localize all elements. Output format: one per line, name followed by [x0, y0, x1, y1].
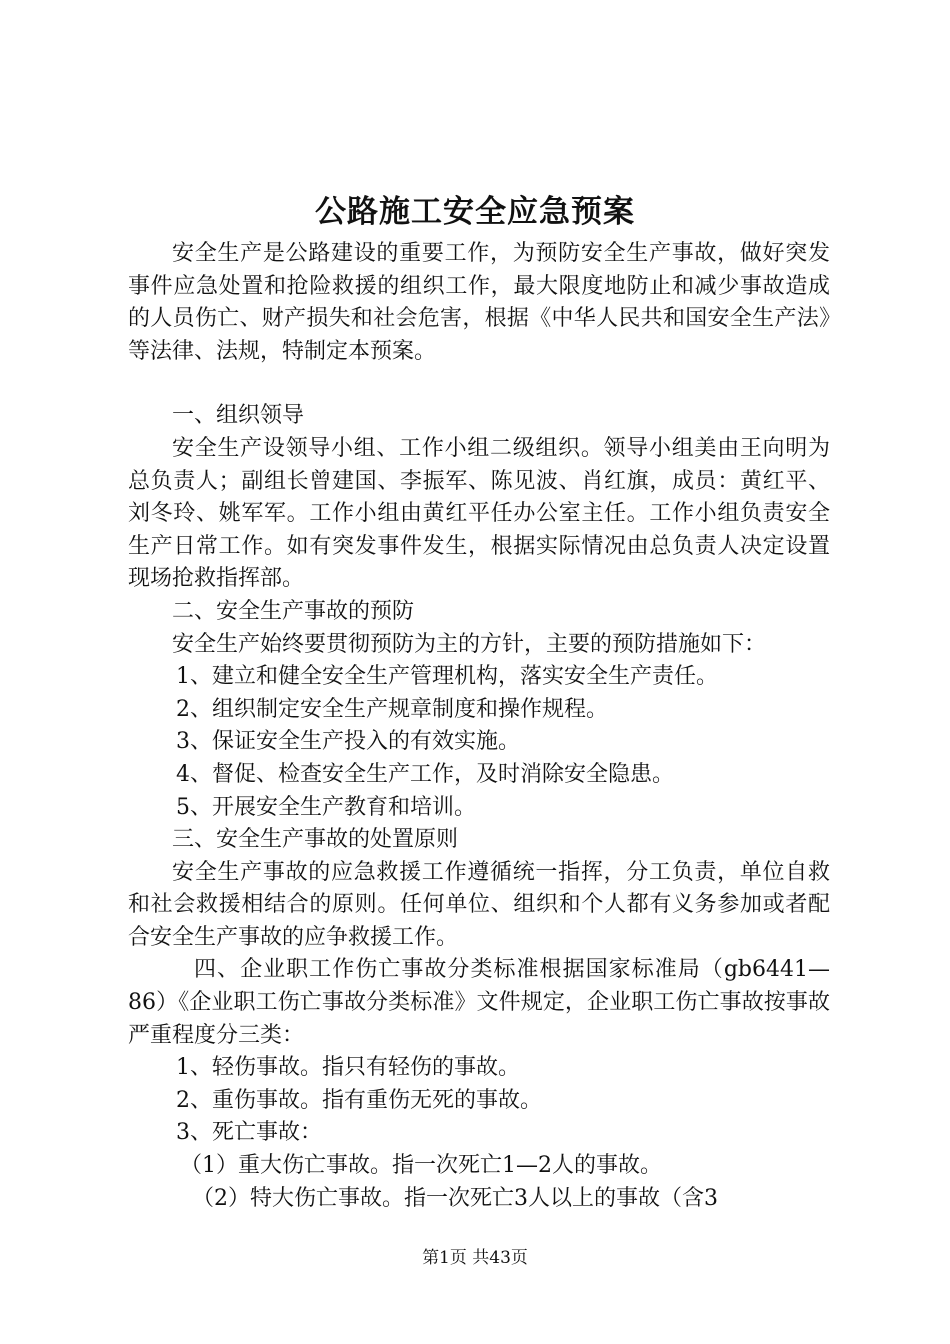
sub-list-item: （2）特大伤亡事故。指一次死亡3人以上的事故（含3 [192, 1185, 718, 1211]
section3-paragraph: 安全生产事故的应急救援工作遵循统一指挥，分工负责，单位自救和社会救援相结合的原则。任何单位、组织和个人都有义务参加或者配合安全生产事故的应争救援工作。 [128, 859, 830, 950]
list-item: 4、督促、检查安全生产工作，及时消除安全隐患。 [176, 761, 674, 787]
intro-paragraph: 安全生产是公路建设的重要工作，为预防安全生产事故，做好突发事件应急处置和抢险救援的组织工作，最大限度地防止和减少事故造成的人员伤亡、财产损失和社会危害，根据《中华人民共和国安全生产法》等法律、法规，特制定本预案。 [128, 241, 830, 364]
section2-paragraph: 安全生产始终要贯彻预防为主的方针，主要的预防措施如下： [172, 631, 767, 657]
page-footer: 第1页 共43页 [422, 1248, 528, 1268]
section1-heading: 一、组织领导 [172, 403, 305, 429]
list-item: 2、重伤事故。指有重伤无死的事故。 [176, 1087, 542, 1113]
paragraph-spacer [128, 368, 830, 400]
list-item: 3、死亡事故： [176, 1120, 322, 1146]
section3-heading: 三、安全生产事故的处置原则 [172, 827, 459, 853]
sub-list-item: （1）重大伤亡事故。指一次死亡1—2人的事故。 [180, 1153, 662, 1179]
list-item: 2、组织制定安全生产规章制度和操作规程。 [176, 696, 608, 722]
list-item: 1、建立和健全安全生产管理机构，落实安全生产责任。 [176, 664, 718, 690]
list-item: 1、轻伤事故。指只有轻伤的事故。 [176, 1055, 520, 1081]
document-title: 公路施工安全应急预案 [315, 194, 635, 230]
list-item: 5、开展安全生产教育和培训。 [176, 794, 476, 820]
section1-paragraph: 安全生产设领导小组、工作小组二级组织。领导小组美由王向明为总负责人；副组长曾建国、李振军、陈见波、肖红旗，成员：黄红平、刘冬玲、姚军军。工作小组由黄红平任办公室主任。工作小组负责安全生产日常工作。如有突发事件发生，根据实际情况由总负责人决定设置现场抢救指挥部。 [128, 435, 830, 592]
section2-heading: 二、安全生产事故的预防 [172, 598, 415, 624]
section4-paragraph: 四、企业职工作伤亡事故分类标准根据国家标准局（gb6441—86）《企业职工伤亡事故分类标准》文件规定，企业职工伤亡事故按事故严重程度分三类： [128, 957, 830, 1048]
document-body [128, 238, 830, 1215]
list-item: 3、保证安全生产投入的有效实施。 [176, 729, 520, 755]
